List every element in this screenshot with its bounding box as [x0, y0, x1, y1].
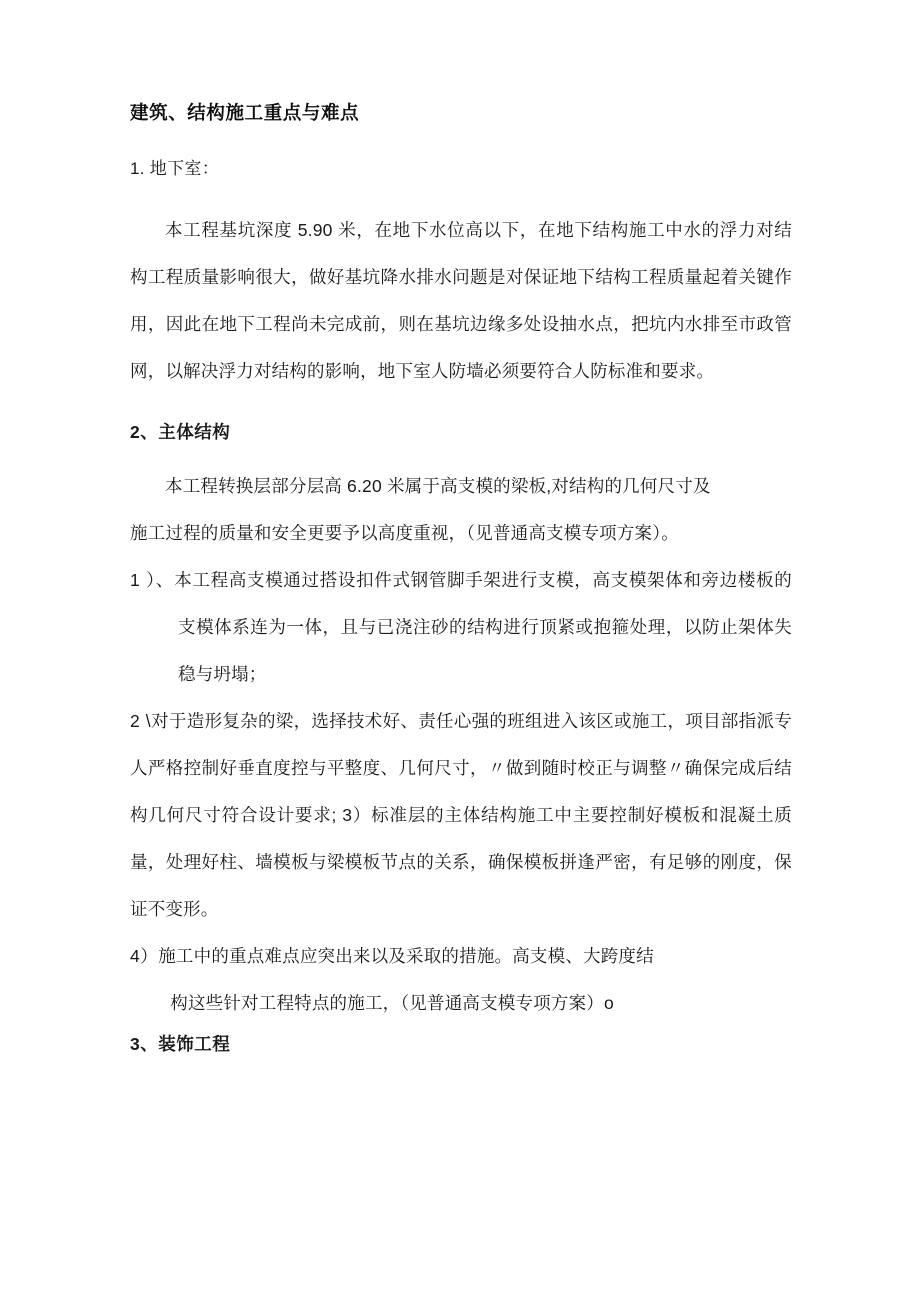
list-marker: 2 \ [130, 711, 152, 731]
paragraph-basement: 本工程基坑深度 5.90 米，在地下水位高以下，在地下结构施工中水的浮力对结构工程质量影响很大，做好基坑降水排水问题是对保证地下结构工程质量起着关键作用，因此在地下工程尚未完成前，则在基坑边缘多处设抽水点，把坑内水排至市政管网，以解决浮力对结构的影响，地下室人防墙必须要符合人防标准和要求。 [130, 220, 792, 381]
list-item-text: 本工程高支模通过搭设扣件式钢管脚手架进行支模，高支模架体和旁边楼板的支模体系连为一体，且与已浇注砂的结构进行顶紧或抱箍处理，以防止架体失稳与坍塌； [174, 570, 792, 684]
list-item-text: 对于造形复杂的梁，选择技术好、责任心强的班组进入该区或施工，项目部指派专人严格控制好垂直度控与平整度、几何尺寸，〃做到随时校正与调整〃确保完成后结构几何尺寸符合设计要求; 3）标准层的主体结构施工中主要控制好模板和混凝土质量，处理好柱、墙模板与梁模板节点的关系，确保模板拼逢严密，有足够的刚度，保证不变形。 [130, 711, 792, 919]
list-marker: 1 ）、 [130, 570, 175, 590]
document-body [130, 96, 792, 1061]
paragraph-main-structure-lead: 本工程转换层部分层高 6.20 米属于高支模的梁板,对结构的几何尺寸及 [165, 476, 711, 496]
list-item-continuation: 构这些针对工程特点的施工，（见普通高支模专项方案）o [170, 993, 614, 1013]
list-item [130, 933, 792, 980]
list-marker: 4） [130, 946, 159, 966]
page-title: 建筑、结构施工重点与难点 [130, 102, 360, 123]
section-heading-main-structure: 2、主体结构 [130, 422, 231, 442]
list-item [130, 698, 792, 933]
list-item [130, 557, 792, 698]
section-heading-decoration: 3、装饰工程 [130, 1034, 231, 1054]
section-label-basement: 1. 地下室： [130, 159, 220, 178]
paragraph-main-structure-rest: 施工过程的质量和安全更要予以高度重视，（见普通高支模专项方案）。 [130, 523, 679, 543]
list-item-text: 施工中的重点难点应突出来以及采取的措施。高支模、大跨度结 [158, 946, 654, 966]
